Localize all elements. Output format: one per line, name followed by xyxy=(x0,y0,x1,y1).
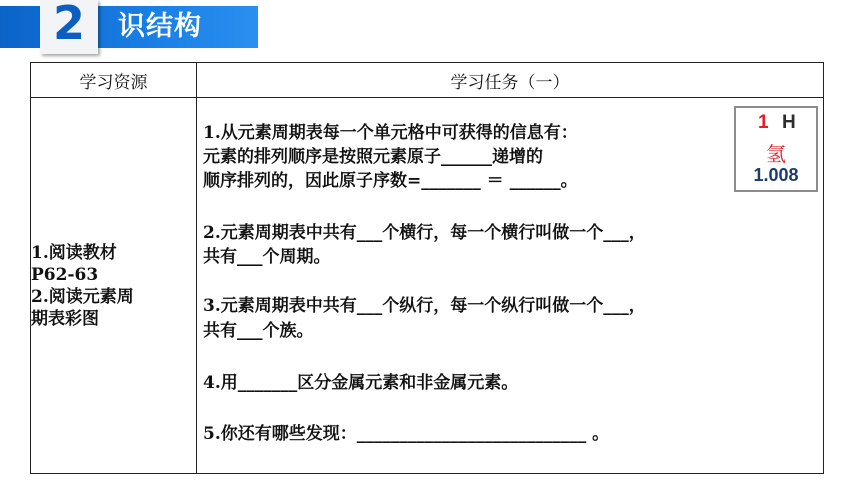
section-number: 2 xyxy=(52,0,85,50)
resource-line: 期表彩图 xyxy=(31,308,99,329)
task-3-line-1: 3.元素周期表中共有___个纵行，每一个纵行叫做一个___， xyxy=(203,296,646,316)
resource-line: P62-63 xyxy=(31,264,99,285)
task-1-line-1: 1.从元素周期表每一个单元格中可获得的信息有： xyxy=(203,123,578,143)
col-header-resources: 学习资源 xyxy=(31,63,197,98)
task-5: 5.你还有哪些发现：___________________________ 。 xyxy=(203,424,610,444)
table-body-row xyxy=(31,98,824,474)
section-number-box xyxy=(40,0,98,54)
task-1-line-3: 顺序排列的，因此原子序数=_______ ＝ ______。 xyxy=(203,171,578,191)
task-4: 4.用_______区分金属元素和非金属元素。 xyxy=(203,373,519,393)
table-header-row xyxy=(31,63,824,98)
resource-line: 1.阅读教材 xyxy=(31,242,117,263)
element-name: 氢 xyxy=(766,142,786,166)
section-title: 识结构 xyxy=(118,11,202,42)
col-header-tasks: 学习任务（一） xyxy=(197,63,824,98)
element-tile-hydrogen xyxy=(734,106,818,192)
element-symbol: H xyxy=(782,112,796,133)
task-2-line-2: 共有___个周期。 xyxy=(203,247,331,267)
task-1-line-2: 元素的排列顺序是按照元素原子______递增的 xyxy=(203,147,543,167)
element-atomic-mass: 1.008 xyxy=(753,165,799,185)
resources-cell xyxy=(31,98,197,474)
element-atomic-number: 1 xyxy=(758,112,769,133)
tasks-cell xyxy=(197,98,824,474)
resource-line: 2.阅读元素周 xyxy=(31,286,134,307)
task-3-line-2: 共有___个族。 xyxy=(203,321,314,341)
task-2-line-1: 2.元素周期表中共有___个横行，每一个横行叫做一个___， xyxy=(203,223,646,243)
learning-task-table xyxy=(30,62,824,474)
